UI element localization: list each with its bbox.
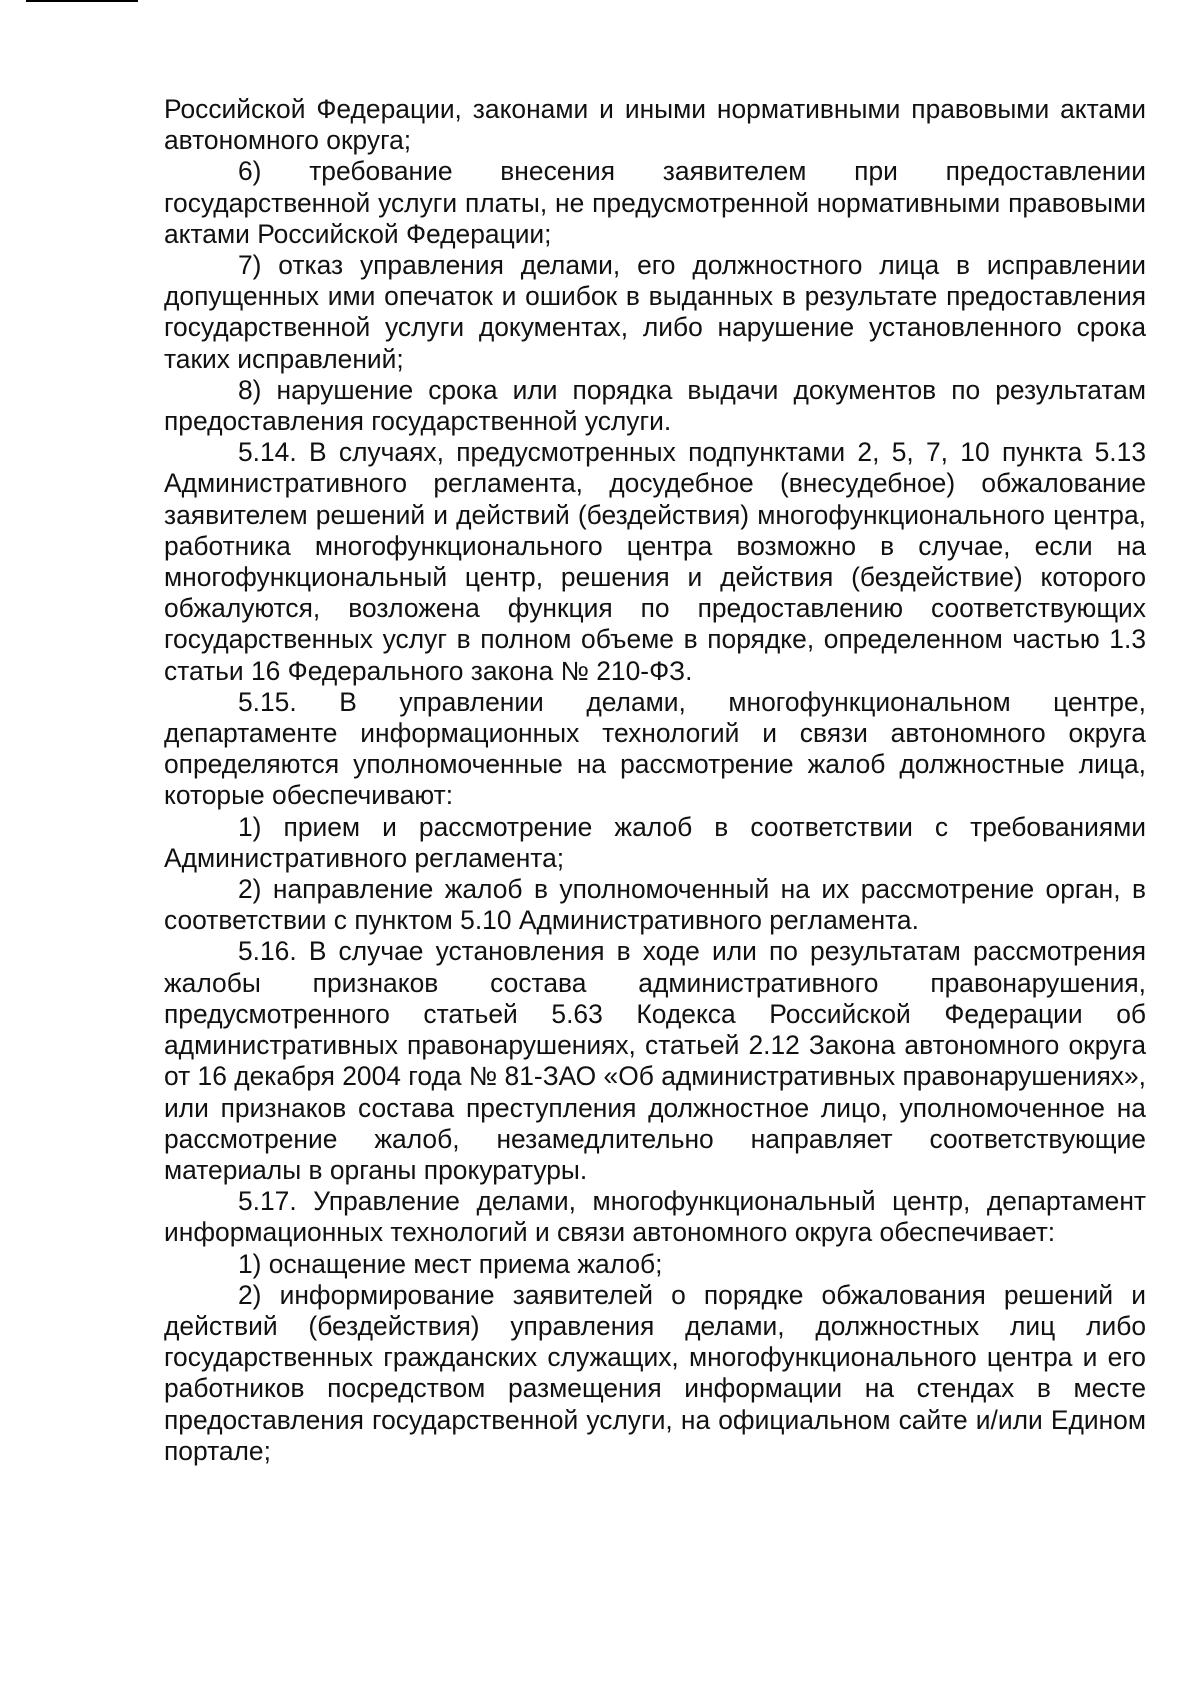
paragraph-item-6: 6) требование внесения заявителем при предоставлении государственной услуги платы, не предусмотренной нормативными правовыми актами Российской Федерации; <box>164 156 1146 249</box>
paragraph-5-15-item-1: 1) прием и рассмотрение жалоб в соответствии с требованиями Административного регламента; <box>164 811 1146 873</box>
paragraph-5-15-item-2: 2) направление жалоб в уполномоченный на их рассмотрение орган, в соответствии с пунктом 5.10 Административного регламента. <box>164 874 1146 936</box>
paragraph-5-14: 5.14. В случаях, предусмотренных подпунктами 2, 5, 7, 10 пункта 5.13 Административного регламента, досудебное (внесудебное) обжалование заявителем решений и действий (бездействия) многофункционального центра, работника многофункционального центра возможно в случае, если на многофункциональный центр, решения и действия (бездействие) которого обжалуются, возложена функция по предоставлению соответствующих государственных услуг в полном объеме в порядке, определенном частью 1.3 статьи 16 Федерального закона № 210-ФЗ. <box>164 437 1146 686</box>
paragraph-5-17-item-1: 1) оснащение мест приема жалоб; <box>238 1248 663 1279</box>
paragraph-5-16: 5.16. В случае установления в ходе или по результатам рассмотрения жалобы признаков состава административного правонарушения, предусмотренного статьей 5.63 Кодекса Российской Федерации об административных правонарушениях, статьей 2.12 Закона автономного округа от 16 декабря 2004 года № 81-ЗАО «Об административных правонарушениях», или признаков состава преступления должностное лицо, уполномоченное на рассмотрение жалоб, незамедлительно направляет соответствующие материалы в органы прокуратуры. <box>164 936 1146 1185</box>
paragraph-item-8: 8) нарушение срока или порядка выдачи документов по результатам предоставления государственной услуги. <box>164 374 1146 437</box>
paragraph-5-15: 5.15. В управлении делами, многофункциональном центре, департаменте информационных технологий и связи автономного округа определяются уполномоченные на рассмотрение жалоб должностные лица, которые обеспечивают: <box>164 686 1146 811</box>
scan-edge-mark <box>26 0 138 2</box>
paragraph-continuation: Российской Федерации, законами и иными нормативными правовыми актами автономного округа; <box>164 94 1146 156</box>
paragraph-item-7: 7) отказ управления делами, его должностного лица в исправлении допущенных ими опечаток и ошибок в выданных в результате предоставления государственной услуги документах, либо нарушение установленного срока таких исправлений; <box>164 250 1146 374</box>
paragraph-5-17: 5.17. Управление делами, многофункциональный центр, департамент информационных технологий и связи автономного округа обеспечивает: <box>164 1186 1146 1248</box>
paragraph-5-17-item-2: 2) информирование заявителей о порядке обжалования решений и действий (бездействия) управления делами, должностных лиц либо государственных гражданских служащих, многофункционального центра и его работников посредством размещения информации на стендах в месте предоставления государственной услуги, на официальном сайте и/или Едином портале; <box>164 1279 1146 1466</box>
document-body <box>164 94 1146 1467</box>
